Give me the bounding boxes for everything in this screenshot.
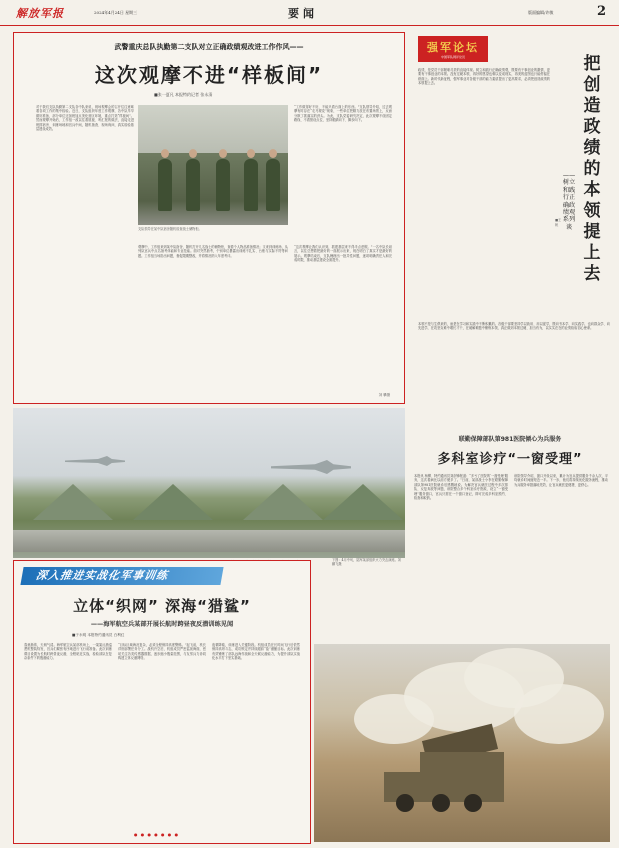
bottom-article-column-2: “目标区域海况复杂，必须全程保持高度警惕。”起飞前，机长详细部署任务分工。战机升空后，机组成员严密监视海面，密切关注各类传感器数据，逐步缩小搜索范围，与友邻兵力协同构建立体反潜网络。 — [118, 643, 206, 661]
hospital-article-column-1: 本报讯 杨柳、特约通讯员刘剑锋报道：“多亏了医院的‘一窗受理’服务，这次看病比以前方便多了。”日前，某部战士小李在联勤保障部队第981医院就诊后感慨地说。为解决官兵就医过程中多次排队、反复奔波等问题，该院整合多个科室诊疗资源，设立“一窗受理”服务窗口，官兵只需在一个窗口登记，即可完成多科室预约、检查和取药。 — [414, 474, 508, 501]
mountain-shape — [323, 484, 403, 520]
top-article-headline: 这次观摩不进“样板间” — [94, 63, 324, 87]
bottom-article-column-3: 夜幕降临，训练进入关键阶段。机组成员在长时间飞行后依然保持高昂斗志，成功锁定并持续跟踪“敌”潜艇目标。此次训练有效锤炼了部队远海作战和全天候反潜能力，为提升部队实战化水平打下坚实基础。 — [212, 643, 300, 661]
commentary-column — [410, 32, 610, 404]
smoke-cloud — [514, 684, 604, 744]
mountain-shape — [243, 484, 323, 520]
top-article-kicker: 武警重庆总队执勤第二支队对立正确政绩观改进工作作风—— — [114, 43, 304, 51]
decorative-dots: ● ● ● ● ● ● ● — [134, 832, 180, 837]
bottom-article-column-1: 春意渐浓，天朗气清。海军航空兵某部机场上，一架架反潜巡逻机整装待发，官兵们紧张有序地进行飞行前准备。此次训练课目设置为长航时跨昼夜反潜，全程贴近实战，检验部队在复杂条件下的搜潜能力。 — [24, 643, 112, 661]
commentary-banner — [418, 36, 488, 62]
commentary-body-2: 本领不是与生俱来的，而是在学习和实践中不断积累的。各级干部要坚持学以致用、用以促学，既向书本学、向实践学，也向群众学、向先进学，在攻坚克难中增长才干，在破解难题中锤炼本领，真正做到本领过硬、担当有为，以实实在在的业绩检验初心使命。 — [418, 322, 610, 331]
top-article-column-4: “这次观摩让我们认识到，抓建基层来不得半点虚假。”一名中队长坦言，以往总想着把最好的一面展示出来，现在明白了真实才是最好的展示。观摩结束后，支队梳理出一批共性问题，逐项明确责任人和完成时限，推动基层建设全面提升。 — [294, 245, 392, 263]
banner-subtitle: 中国军队网评论员 — [440, 55, 465, 59]
truck-wheel — [464, 794, 482, 812]
soldier-figure — [158, 159, 172, 211]
column-banner — [20, 567, 223, 585]
bottom-article-subheadline: ——海军航空兵某部开展长航时跨昼夜反潜训练见闻 — [90, 621, 234, 628]
section-title: 要闻 — [288, 7, 318, 20]
top-article-column-2: “工作做得好不好，不能只看台面上的东西。”支队领导介绍，过去观摩有时存在“走马观花”现象，一些单位把精力放在布置场景上，反而分散了抓落实的劲头。为此，支队党委研究决定，此次观摩不设固定路线、不看预设点位，坚持眼睛向下、脚步向下。 — [294, 105, 392, 123]
page-number: 2 — [596, 4, 606, 19]
page-editor: 版面编辑/许敏 — [528, 10, 554, 15]
bottom-article-byline: ■于永明 本报特约通讯员 白利红 — [72, 633, 125, 637]
newspaper-logo: 解放军报 — [16, 7, 64, 20]
soldier-figure — [186, 159, 200, 211]
truck-wheel — [432, 794, 450, 812]
hospital-article-column-2: 该院领导介绍，窗口开设以来，累计为官兵提供服务千余人次，平均就诊时间缩短近一半。下一步，他们将持续优化服务流程，推动为兵服务举措落地见效，让官兵就医更便捷、更舒心。 — [514, 474, 608, 487]
column-banner-label: 深入推进实战化军事训练 — [34, 569, 170, 582]
hospital-article-kicker: 联勤保障部队第981医院倾心为兵服务 — [458, 436, 562, 443]
top-article-byline: ■张一夏凡 本报特约记者 张永清 — [154, 92, 213, 97]
smoke-cloud — [354, 694, 434, 744]
banner-title: 强军论坛 — [427, 41, 479, 54]
commentary-subtitle: ——树立和践行正确政绩观系列谈 — [562, 172, 576, 231]
fighter-jet-icon — [65, 456, 125, 466]
soldier-figure — [244, 159, 258, 211]
soldier-figure — [266, 159, 280, 211]
top-article-column-3: 观摩中，工作组来到某中队宿舍，随机打开几名战士的储物柜，查看个人物品准备情况；又来到训练场，从列队官兵中点名抽考体能和专业技能。面对突然抽考，个别单位暴露出训练不扎实、台账与实际不符等问题。工作组当场指出问题，督促限期整改，并将情况纳入年度考评。 — [138, 245, 288, 258]
masthead — [0, 0, 619, 26]
rocket-launcher-photo — [314, 644, 610, 842]
commentary-title: 把创造政绩的本领提上去 — [583, 54, 601, 284]
mountain-shape — [133, 484, 213, 520]
fighter-jet-icon — [271, 460, 351, 474]
top-article — [13, 32, 405, 404]
bottom-article — [13, 560, 311, 844]
bottom-photo-caption: 下图：4月中旬，陆军某部组织火力突击演练。刘鹏飞摄 — [332, 558, 401, 567]
issue-date: 2024年4月24日 星期三 — [94, 10, 138, 15]
hospital-article-headline: 多科室诊疗“一窗受理” — [437, 452, 583, 467]
runway — [13, 530, 405, 552]
top-article-column-1: 对于我们支队执勤第二支队各中队来说，现场观摩会的召开往往意味着各项工作的集中检验。近日，支队组织年度工作观摩，各中队早早做好准备，部分单位还加班加点美化营区环境，重点打造“样板间”。然而观摩开始后，工作组一改以往看展板、听汇报的做法，直接走进班排宿舍、训练场地和官兵中间，随机抽查、现场询问，真实检验基层建设成效。 — [36, 105, 134, 132]
commentary-author: ■王 帆 — [555, 218, 562, 227]
top-article-photo-caption: 支队领导在某中队宿舍随机检查战士储物柜。 — [138, 227, 202, 231]
bottom-article-headline: 立体“织网” 深海“猎鲨” — [73, 597, 251, 615]
hospital-article — [410, 410, 610, 640]
mountain-shape — [33, 484, 113, 520]
soldier-figure — [216, 159, 230, 211]
truck-wheel — [396, 794, 414, 812]
top-article-photo-credit: 刘 攀摄 — [378, 393, 390, 397]
commentary-body-1: 政绩，是党员干部履职尽责的直接体现。树立和践行正确政绩观，既要有干事创业的激情，更要有干事创业的本领。没有过硬本领，再好的愿望也难以变成现实，再美的蓝图也只能停留在纸面上。新时代新征程，强军事业对各级干部的能力素质提出了更高要求，必须把创造政绩的本领提上去。 — [418, 68, 550, 86]
jet-photo — [13, 408, 405, 558]
top-article-photo — [138, 105, 288, 225]
